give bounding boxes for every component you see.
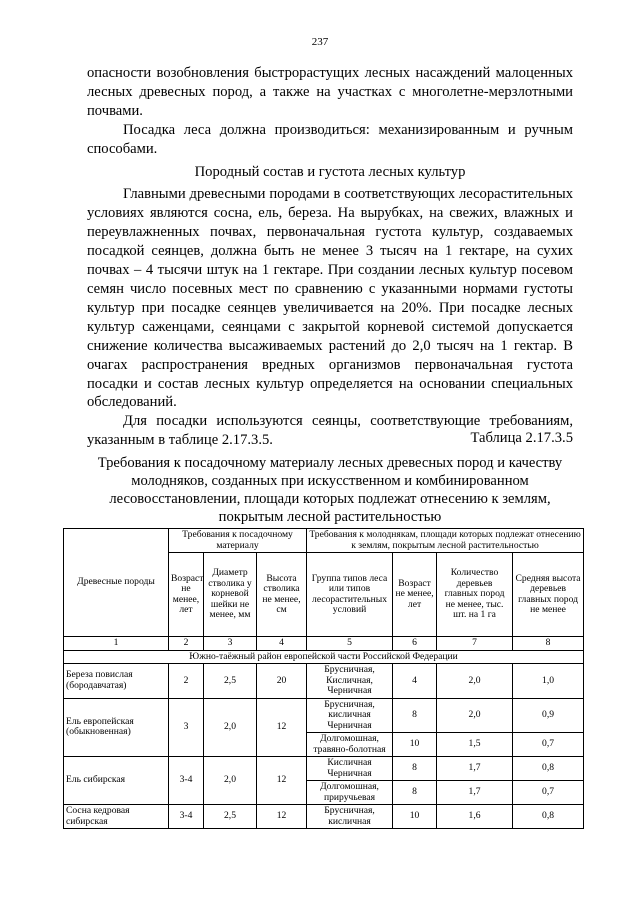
column-number: 7 — [437, 637, 513, 651]
table-row — [64, 698, 584, 733]
col-header-species: Древесные породы — [64, 529, 169, 637]
column-number: 8 — [513, 637, 584, 651]
forest-type-cell: Долгомошная, приручьевая — [307, 781, 393, 805]
count-cell: 1,5 — [437, 733, 513, 757]
col-header-forest-type: Группа типов леса или типов лесорастительных условий — [307, 553, 393, 637]
height-cell: 12 — [257, 698, 307, 757]
avg-height-cell: 0,8 — [513, 757, 584, 781]
avg-height-cell: 0,8 — [513, 805, 584, 829]
table-header-row — [64, 529, 584, 553]
avg-height-cell: 0,7 — [513, 733, 584, 757]
forest-type-cell: Брусничная, Кисличная, Черничная — [307, 664, 393, 699]
col-header-height: Высота стволика не менее, см — [257, 553, 307, 637]
col-header-count: Количество деревьев главных пород не менее, тыс. шт. на 1 га — [437, 553, 513, 637]
count-cell: 2,0 — [437, 698, 513, 733]
height-cell: 12 — [257, 805, 307, 829]
col-header-diameter: Диаметр стволика у корневой шейки не менее, мм — [204, 553, 257, 637]
column-number: 3 — [204, 637, 257, 651]
young-age-cell: 10 — [393, 733, 437, 757]
avg-height-cell: 1,0 — [513, 664, 584, 699]
forest-type-cell: Брусничная, кисличная — [307, 805, 393, 829]
forest-type-cell: Брусничная, кисличная Черничная — [307, 698, 393, 733]
page-number: 237 — [311, 36, 329, 48]
diameter-cell: 2,0 — [204, 698, 257, 757]
column-number: 2 — [169, 637, 204, 651]
column-number: 1 — [64, 637, 169, 651]
forest-type-cell: Долгомошная, травяно-болотная — [307, 733, 393, 757]
height-cell: 12 — [257, 757, 307, 805]
age-cell: 3-4 — [169, 805, 204, 829]
col-header-age: Возраст не менее, лет — [169, 553, 204, 637]
table-label: Таблица 2.17.3.5 — [470, 430, 573, 446]
section-heading: Породный состав и густота лесных культур — [194, 163, 466, 180]
count-cell: 2,0 — [437, 664, 513, 699]
young-age-cell: 8 — [393, 781, 437, 805]
count-cell: 1,6 — [437, 805, 513, 829]
region-label: Южно-таёжный район европейской части Российской Федерации — [64, 650, 584, 664]
col-header-young-age: Возраст не менее, лет — [393, 553, 437, 637]
avg-height-cell: 0,9 — [513, 698, 584, 733]
table-row — [64, 664, 584, 699]
height-cell: 20 — [257, 664, 307, 699]
young-age-cell: 8 — [393, 698, 437, 733]
table-row — [64, 805, 584, 829]
species-cell: Береза повислая (бородавчатая) — [64, 664, 169, 699]
table-row — [64, 757, 584, 781]
age-cell: 3-4 — [169, 757, 204, 805]
species-cell: Сосна кедровая сибирская — [64, 805, 169, 829]
young-age-cell: 8 — [393, 757, 437, 781]
col-group-planting: Требования к посадочному материалу — [169, 529, 307, 553]
forest-type-cell: Кисличная Черничная — [307, 757, 393, 781]
column-number: 5 — [307, 637, 393, 651]
requirements-table — [63, 528, 584, 829]
table-caption: Требования к посадочному материалу лесных древесных пород и качеству молодняков, созданных при искусственном и комбинированном лесовосстановлении, площади которых подлежат отнесению к землям, покрытым лесной растительностью — [97, 455, 563, 525]
young-age-cell: 10 — [393, 805, 437, 829]
paragraph: Посадка леса должна производиться: механизированным и ручным способами. — [87, 121, 573, 157]
species-cell: Ель европейская (обыкновенная) — [64, 698, 169, 757]
diameter-cell: 2,5 — [204, 664, 257, 699]
paragraph: Для посадки используются сеянцы, соответствующие требованиям, указанным в таблице 2.17.3.5. — [87, 413, 573, 449]
paragraph: опасности возобновления быстрорастущих лесных насаждений малоценных лесных древесных пород, а также на участках с многолетне-мерзлотными почвами. — [87, 65, 573, 119]
diameter-cell: 2,0 — [204, 757, 257, 805]
age-cell: 2 — [169, 664, 204, 699]
diameter-cell: 2,5 — [204, 805, 257, 829]
col-header-avg-height: Средняя высота деревьев главных пород не менее — [513, 553, 584, 637]
count-cell: 1,7 — [437, 781, 513, 805]
avg-height-cell: 0,7 — [513, 781, 584, 805]
column-number-row — [64, 637, 584, 651]
col-group-young: Требования к молоднякам, площади которых подлежат отнесению к землям, покрытым лесной растительностью — [307, 529, 584, 553]
count-cell: 1,7 — [437, 757, 513, 781]
column-number: 6 — [393, 637, 437, 651]
age-cell: 3 — [169, 698, 204, 757]
paragraph: Главными древесными породами в соответствующих лесорастительных условиях являются сосна, ель, береза. На вырубках, на свежих, влажных и переувлажненных почвах, первоначальная густота культур, создаваемых посадкой сеянцев, должна быть не менее 3 тысяч на 1 гектаре, на сухих почвах – 4 тысячи штук на 1 гектаре. При создании лесных культур посевом семян число посевных мест по сравнению с указанными нормами густоты культур при посадке сеянцев увеличивается на 20%. При посадке лесных культур саженцами, сеянцами с закрытой корневой системой допускается снижение количества высаживаемых растений до 2,0 тысяч на 1 гектар. В очагах распространения вредных организмов первоначальная густота посадки и состав лесных культур определяется на основании специальных обследований. — [87, 186, 573, 411]
young-age-cell: 4 — [393, 664, 437, 699]
region-row — [64, 650, 584, 664]
column-number: 4 — [257, 637, 307, 651]
body-text — [87, 64, 573, 450]
species-cell: Ель сибирская — [64, 757, 169, 805]
